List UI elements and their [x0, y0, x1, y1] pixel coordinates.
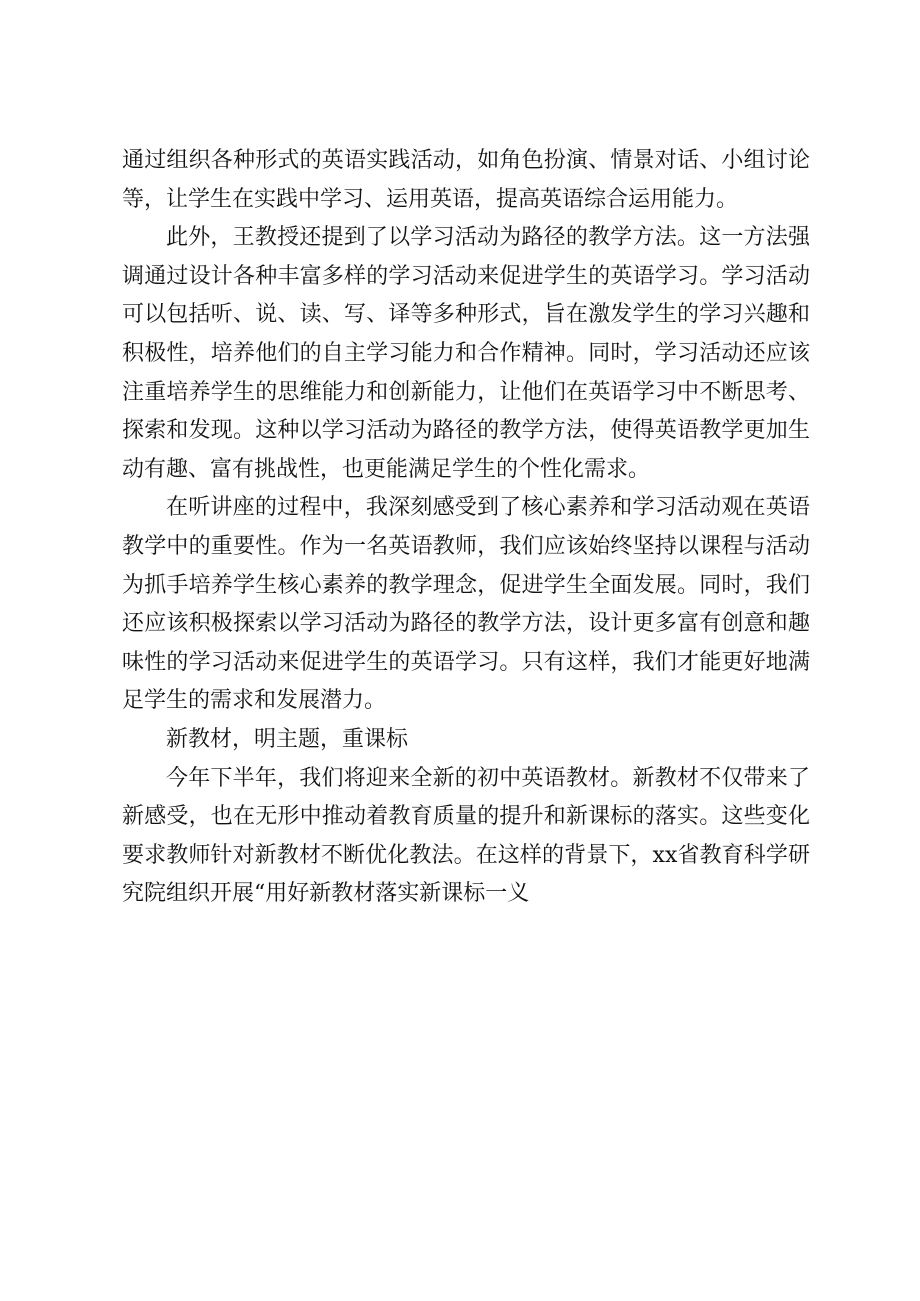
paragraph-continuation: 通过组织各种形式的英语实践活动，如角色扮演、情景对话、小组讨论等，让学生在实践中学习、运用英语，提高英语综合运用能力。 [122, 148, 810, 212]
paragraph-new-textbook: 今年下半年，我们将迎来全新的初中英语教材。新教材不仅带来了新感受，也在无形中推动着教育质量的提升和新课标的落实。这些变化要求教师针对新教材不断优化教法。在这样的背景下，xx省教育科学研究院组织开展“用好新教材落实新课标一义 [122, 765, 810, 907]
document-body [122, 142, 810, 914]
paragraph-lecture-reflection: 在听讲座的过程中，我深刻感受到了核心素养和学习活动观在英语教学中的重要性。作为一名英语教师，我们应该始终坚持以课程与活动为抓手培养学生核心素养的教学理念，促进学生全面发展。同时，我们还应该积极探索以学习活动为路径的教学方法，设计更多富有创意和趣味性的学习活动来促进学生的英语学习。只有这样，我们才能更好地满足学生的需求和发展潜力。 [122, 495, 810, 714]
section-subheading: 新教材，明主题，重课标 [166, 726, 409, 752]
paragraph-learning-activity-method: 此外，王教授还提到了以学习活动为路径的教学方法。这一方法强调通过设计各种丰富多样的学习活动来促进学生的英语学习。学习活动可以包括听、说、读、写、译等多种形式，旨在激发学生的学习兴趣和积极性，培养他们的自主学习能力和合作精神。同时，学习活动还应该注重培养学生的思维能力和创新能力，让他们在英语学习中不断思考、探索和发现。这种以学习活动为路径的教学方法，使得英语教学更加生动有趣、富有挑战性，也更能满足学生的个性化需求。 [122, 225, 810, 482]
